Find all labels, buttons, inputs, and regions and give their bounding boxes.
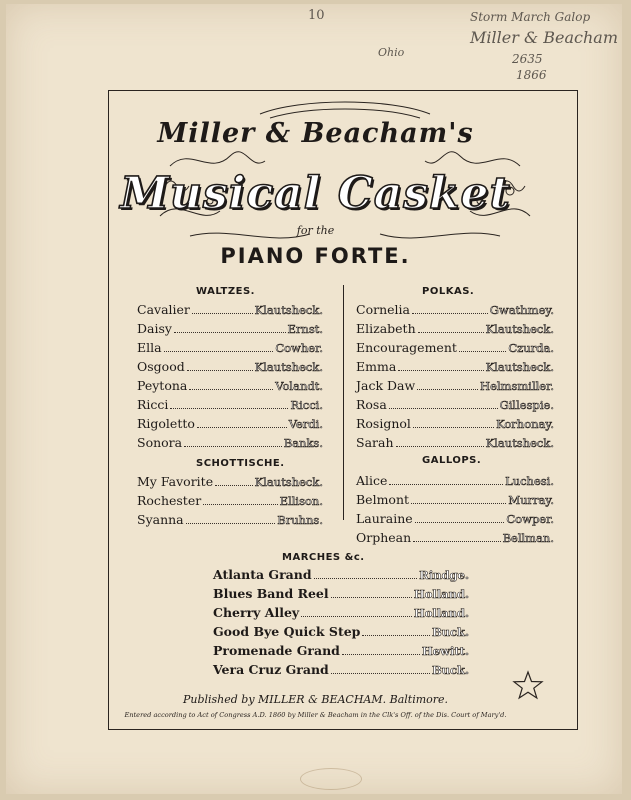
- dot-leader: [459, 350, 506, 352]
- list-item: [213, 662, 469, 677]
- piece-title: Alice: [356, 473, 388, 488]
- composer: Ellison.: [279, 494, 323, 508]
- pencil-note-title: Storm March Galop: [470, 10, 591, 24]
- list-item: [137, 321, 323, 336]
- piece-title: Atlanta Grand: [213, 567, 312, 582]
- composer: Gwathmey.: [489, 303, 554, 317]
- piece-title: Orphean: [356, 530, 412, 545]
- piece-title: Ricci: [137, 397, 169, 412]
- list-item: [356, 435, 554, 450]
- list-item: [213, 586, 469, 601]
- list-item: [137, 435, 323, 450]
- list-item: [213, 567, 469, 582]
- schottische-heading: SCHOTTISCHE.: [196, 458, 285, 469]
- composer: Holland.: [413, 606, 469, 620]
- faded-stamp: [300, 768, 362, 790]
- composer: Klautsheck.: [485, 436, 554, 450]
- composer: Ricci.: [290, 398, 323, 412]
- piece-title: Syanna: [137, 512, 184, 527]
- dot-leader: [331, 596, 412, 598]
- composer: Volandt.: [275, 379, 323, 393]
- dot-leader: [192, 312, 253, 314]
- dot-leader: [417, 388, 478, 390]
- dot-leader: [187, 369, 253, 371]
- list-item: [137, 359, 323, 374]
- dot-leader: [398, 369, 483, 371]
- list-item: [137, 302, 323, 317]
- composer: Banks.: [283, 436, 323, 450]
- page-number: 10: [308, 8, 325, 23]
- piece-title: Rosignol: [356, 416, 411, 431]
- piece-title: Promenade Grand: [213, 643, 340, 658]
- piece-title: Jack Daw: [356, 378, 416, 393]
- pencil-note-publisher: Miller & Beacham: [470, 28, 619, 47]
- composer: Hewitt.: [421, 644, 469, 658]
- piece-title: Peytona: [137, 378, 188, 393]
- composer: Klautsheck.: [254, 360, 323, 374]
- list-item: [356, 321, 554, 336]
- dot-leader: [396, 445, 484, 447]
- dot-leader: [170, 407, 288, 409]
- piece-title: Vera Cruz Grand: [213, 662, 329, 677]
- list-item: [137, 378, 323, 393]
- piece-title: Sonora: [137, 435, 183, 450]
- dot-leader: [389, 407, 498, 409]
- dot-leader: [342, 653, 420, 655]
- publisher-line: Published by MILLER & BEACHAM. Baltimore.: [182, 693, 449, 706]
- dot-leader: [164, 350, 274, 352]
- piece-title: Cornelia: [356, 302, 410, 317]
- composer: Czurda.: [508, 341, 554, 355]
- composer: Korhonay.: [496, 417, 554, 431]
- piece-title: Rigoletto: [137, 416, 195, 431]
- list-item: [356, 397, 554, 412]
- composer: Buck.: [431, 663, 469, 677]
- dot-leader: [411, 502, 506, 504]
- list-item: [137, 474, 323, 489]
- title-instrument: PIANO FORTE.: [220, 244, 411, 268]
- dot-leader: [413, 540, 500, 542]
- dot-leader: [189, 388, 273, 390]
- piece-title: Emma: [356, 359, 397, 374]
- title-main: Musical Casket: [120, 168, 511, 219]
- list-item: [356, 416, 554, 431]
- dot-leader: [215, 484, 253, 486]
- piece-title: Sarah: [356, 435, 394, 450]
- pencil-scribble: Ohio: [378, 46, 405, 59]
- list-item: [213, 605, 469, 620]
- piece-title: Osgood: [137, 359, 185, 374]
- title-for-the: for the: [296, 224, 335, 237]
- dot-leader: [184, 445, 282, 447]
- list-item: [137, 416, 323, 431]
- composer: Cowher.: [275, 341, 323, 355]
- composer: Murray.: [508, 493, 554, 507]
- polkas-heading: POLKAS.: [422, 286, 475, 297]
- list-item: [356, 340, 554, 355]
- piece-title: My Favorite: [137, 474, 214, 489]
- piece-title: Rosa: [356, 397, 387, 412]
- piece-title: Rochester: [137, 493, 202, 508]
- list-item: [213, 643, 469, 658]
- composer: Gillespie.: [499, 398, 554, 412]
- dot-leader: [418, 331, 484, 333]
- composer: Cowper.: [506, 512, 554, 526]
- dot-leader: [203, 503, 277, 505]
- waltzes-heading: WALTZES.: [196, 286, 255, 297]
- piece-title: Belmont: [356, 492, 410, 507]
- list-item: [137, 493, 323, 508]
- dot-leader: [174, 331, 286, 333]
- pencil-note-number: 2635: [512, 52, 543, 66]
- title-publishers: Miller & Beacham's: [157, 118, 474, 149]
- dot-leader: [362, 634, 430, 636]
- composer: Holland.: [413, 587, 469, 601]
- dot-leader: [389, 483, 503, 485]
- composer: Helmsmiller.: [480, 379, 554, 393]
- piece-title: Cherry Alley: [213, 605, 300, 620]
- list-item: [356, 359, 554, 374]
- list-item: [356, 378, 554, 393]
- list-item: [356, 492, 554, 507]
- composer: Bruhns.: [277, 513, 323, 527]
- copyright-line: Entered according to Act of Congress A.D. 1860 by Miller & Beacham in the Clk's Off. of the Dis. Court of Mary'd.: [124, 711, 507, 719]
- list-item: [213, 624, 469, 639]
- column-divider: [343, 285, 344, 520]
- composer: Luchesi.: [505, 474, 554, 488]
- piece-title: Lauraine: [356, 511, 413, 526]
- dot-leader: [301, 615, 412, 617]
- list-item: [356, 473, 554, 488]
- composer: Bellman.: [502, 531, 554, 545]
- composer: Ernst.: [287, 322, 323, 336]
- dot-leader: [314, 577, 418, 579]
- composer: Klautsheck.: [254, 303, 323, 317]
- list-item: [356, 511, 554, 526]
- list-item: [137, 397, 323, 412]
- piece-title: Daisy: [137, 321, 172, 336]
- composer: Klautsheck.: [485, 360, 554, 374]
- dot-leader: [331, 672, 430, 674]
- dot-leader: [186, 522, 276, 524]
- composer: Verdi.: [288, 417, 323, 431]
- piece-title: Cavalier: [137, 302, 190, 317]
- list-item: [356, 530, 554, 545]
- piece-title: Elizabeth: [356, 321, 416, 336]
- dot-leader: [197, 426, 287, 428]
- composer: Buck.: [431, 625, 469, 639]
- piece-title: Ella: [137, 340, 162, 355]
- list-item: [137, 340, 323, 355]
- composer: Rindge.: [419, 568, 469, 582]
- gallops-heading: GALLOPS.: [422, 455, 482, 466]
- list-item: [356, 302, 554, 317]
- dot-leader: [412, 312, 488, 314]
- dot-leader: [413, 426, 494, 428]
- composer: Klautsheck.: [254, 475, 323, 489]
- list-item: [137, 512, 323, 527]
- pencil-note-year: 1866: [516, 68, 547, 82]
- piece-title: Good Bye Quick Step: [213, 624, 361, 639]
- dot-leader: [415, 521, 505, 523]
- marches-heading: MARCHES &c.: [282, 552, 365, 563]
- piece-title: Blues Band Reel: [213, 586, 329, 601]
- composer: Klautsheck.: [485, 322, 554, 336]
- piece-title: Encouragement: [356, 340, 457, 355]
